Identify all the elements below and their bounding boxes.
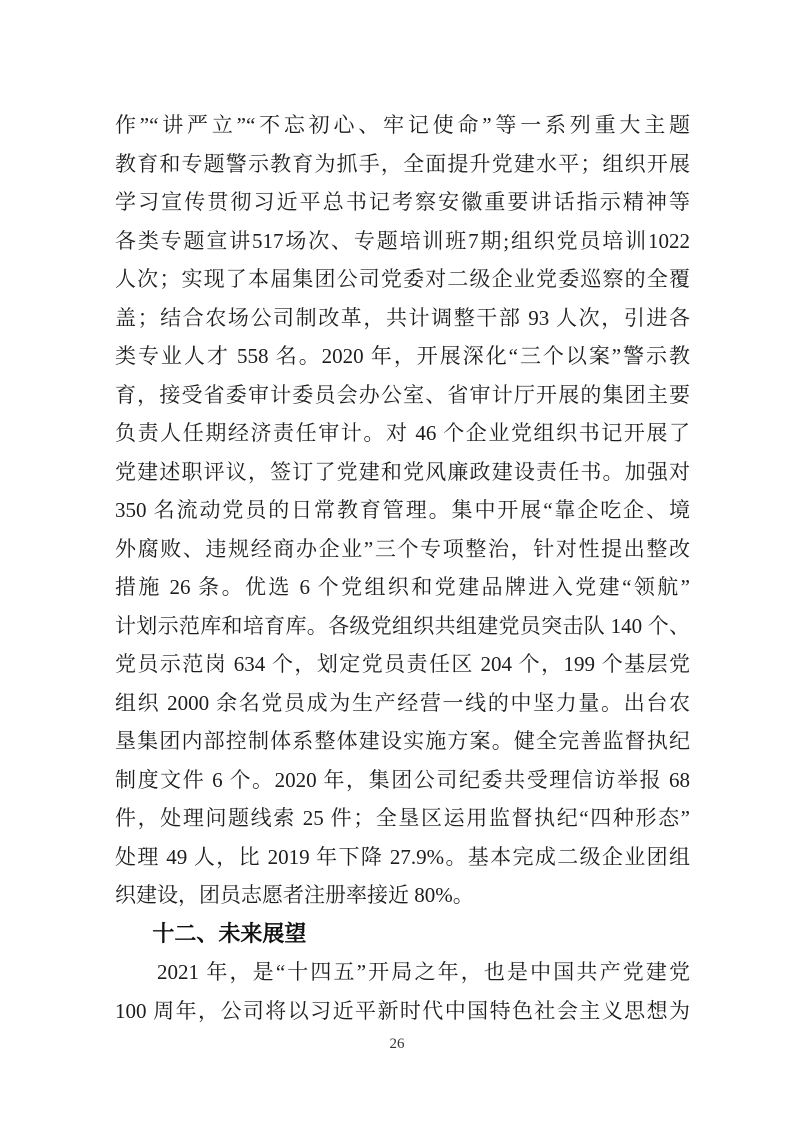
page-number: 26 <box>389 1036 405 1052</box>
body-line: 教育和专题警示教育为抓手，全面提升党建水平；组织开展 <box>115 151 690 176</box>
body-line: 件，处理问题线索 25 件；全垦区运用监督执纪“四种形态” <box>115 806 690 830</box>
body-line: 垦集团内部控制体系整体建设实施方案。健全完善监督执纪 <box>115 729 690 753</box>
body-line: 350 名流动党员的日常教育管理。集中开展“靠企吃企、境 <box>115 498 690 522</box>
body-line: 负责人任期经济责任审计。对 46 个企业党组织书记开展了 <box>115 421 690 445</box>
body-line: 100 周年，公司将以习近平新时代中国特色社会主义思想为 <box>115 998 690 1023</box>
body-line: 育，接受省委审计委员会办公室、省审计厅开展的集团主要 <box>115 382 690 407</box>
body-line: 各类专题宣讲517场次、专题培训班7期;组织党员培训1022 <box>115 228 690 253</box>
body-line: 党员示范岗 634 个，划定党员责任区 204 个，199 个基层党 <box>115 652 690 676</box>
body-line: 盖；结合农场公司制改革，共计调整干部 93 人次，引进各 <box>115 305 690 330</box>
text-block <box>115 106 690 1030</box>
body-line: 组织 2000 余名党员成为生产经营一线的中坚力量。出台农 <box>115 690 690 715</box>
body-line: 计划示范库和培育库。各级党组织共组建党员突击队 140 个、 <box>115 613 690 638</box>
body-line: 外腐败、违规经商办企业”三个专项整治，针对性提出整改 <box>115 536 690 561</box>
body-line: 作”“讲严立”“不忘初心、牢记使命”等一系列重大主题 <box>115 113 690 137</box>
body-line: 人次；实现了本届集团公司党委对二级企业党委巡察的全覆 <box>115 267 690 291</box>
body-line: 织建设，团员志愿者注册率接近 80%。 <box>115 883 474 907</box>
body-line: 措施 26 条。优选 6 个党组织和党建品牌进入党建“领航” <box>115 575 690 599</box>
body-line: 制度文件 6 个。2020 年，集团公司纪委共受理信访举报 68 <box>115 767 690 792</box>
body-line: 党建述职评议，签订了党建和党风廉政建设责任书。加强对 <box>115 459 690 484</box>
body-line: 处理 49 人，比 2019 年下降 27.9%。基本完成二级企业团组 <box>115 844 690 869</box>
section-heading: 十二、未来展望 <box>152 920 307 946</box>
body-line: 学习宣传贯彻习近平总书记考察安徽重要讲话指示精神等 <box>115 190 690 214</box>
body-line: 2021 年，是“十四五”开局之年，也是中国共产党建党 <box>157 960 690 984</box>
body-line: 类专业人才 558 名。2020 年，开展深化“三个以案”警示教 <box>115 344 690 368</box>
